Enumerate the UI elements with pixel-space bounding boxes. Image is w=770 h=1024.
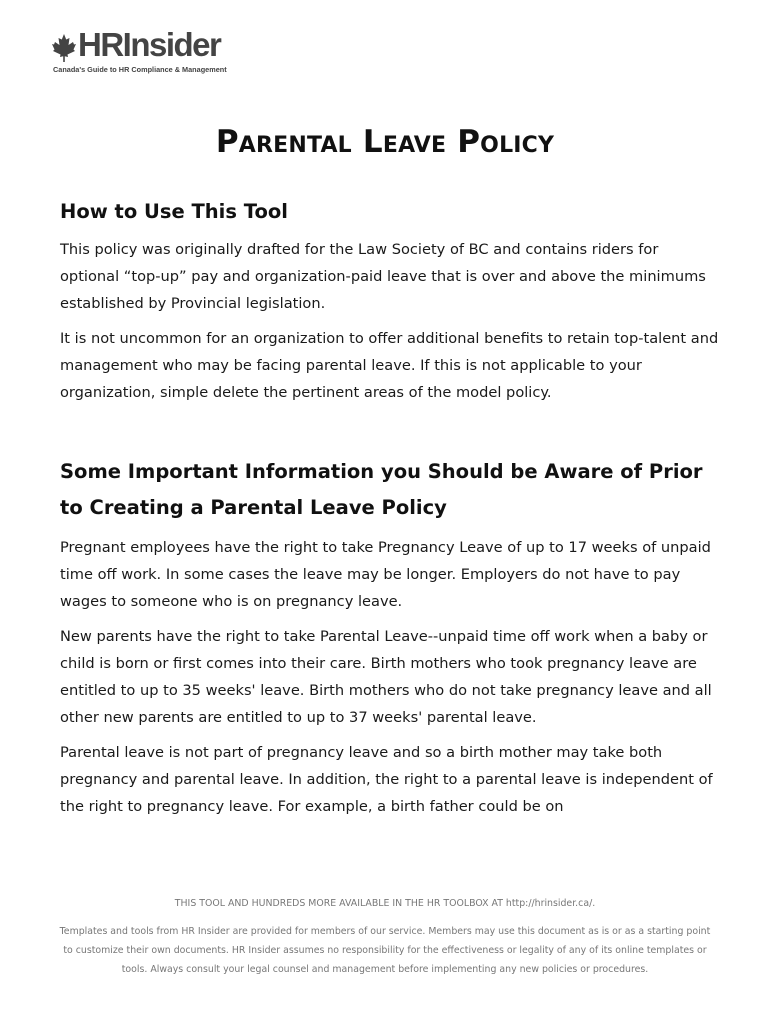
page-title: Parental Leave Policy (215, 124, 555, 160)
paragraph: It is not uncommon for an organization to offer additional benefits to retain top-talent and management who may be facing parental leave. If this is not applicable to your organization, simple delete the pertinent areas of the model policy. (60, 330, 719, 401)
logo-tagline: Canada's Guide to HR Compliance & Management (53, 65, 227, 74)
document-body (60, 196, 720, 828)
how-to-use-section (60, 196, 720, 406)
footer-toolbox-note: THIS TOOL AND HUNDREDS MORE AVAILABLE IN THE HR TOOLBOX AT http://hrinsider.ca/. (174, 898, 596, 909)
maple-leaf-icon (52, 34, 76, 62)
paragraph: New parents have the right to take Parental Leave--unpaid time off work when a baby or child is born or first comes into their care. Birth mothers who took pregnancy leave are entitled to up to 35 weeks' leave. Birth mothers who do not take pregnancy leave and all other new parents are entitled to up to 37 weeks' parental leave. (60, 628, 712, 726)
paragraph: Parental leave is not part of pregnancy leave and so a birth mother may take both pregnancy and parental leave. In addition, the right to a parental leave is independent of the right to pregnancy leave. For example, a birth father could be on (60, 744, 713, 815)
paragraph: Pregnant employees have the right to take Pregnancy Leave of up to 17 weeks of unpaid time off work. In some cases the leave may be longer. Employers do not have to pay wages to someone who is on pregnancy leave. (60, 539, 711, 610)
logo-wordmark: HRInsider (78, 26, 221, 63)
footer-disclaimer: Templates and tools from HR Insider are provided for members of our service. Members may use this document as is or as a starting point to customize their own documents. HR Insider assumes no responsibility for the effectiveness or legality of any of its online templates or tools. Always consult your legal counsel and management before implementing any new policies or procedures. (59, 926, 711, 975)
hr-insider-logo (52, 26, 252, 76)
paragraph: This policy was originally drafted for the Law Society of BC and contains riders for optional “top-up” pay and organization-paid leave that is over and above the minimums established by Provincial legislation. (60, 241, 706, 312)
important-info-section (60, 454, 720, 820)
section-heading-important-info: Some Important Information you Should be Aware of Prior to Creating a Parental Leave Policy (60, 460, 703, 519)
section-heading-how-to-use: How to Use This Tool (60, 200, 288, 223)
